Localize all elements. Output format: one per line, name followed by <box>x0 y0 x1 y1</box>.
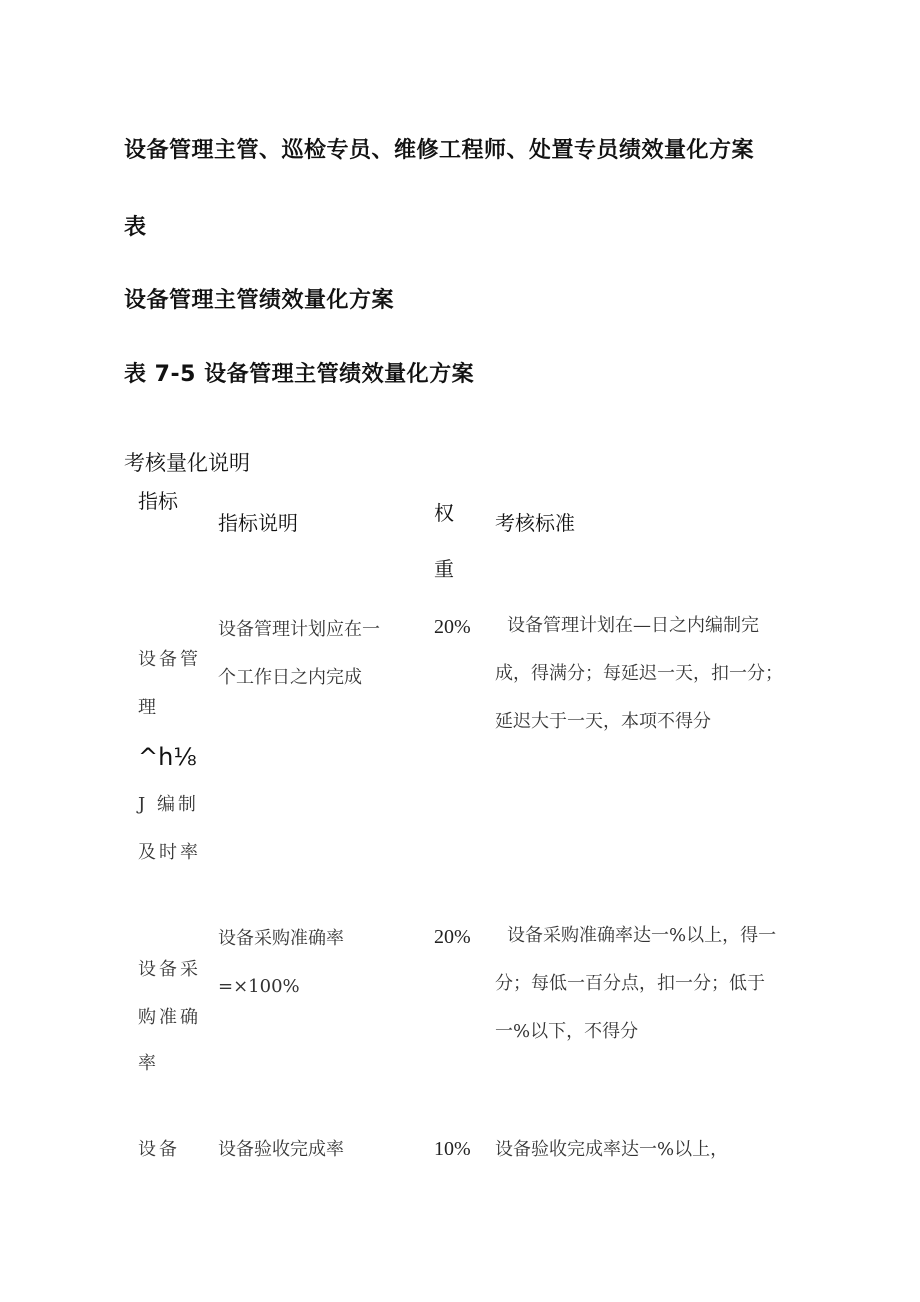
header-standard: 考核标准 <box>495 511 575 535</box>
document-title-continuation: 表 <box>124 215 147 240</box>
row3-weight: 10% <box>434 1138 471 1160</box>
header-indicator: 指标 <box>138 489 178 513</box>
row1-indicator-line4: J 编制 <box>138 794 199 815</box>
row1-description: 设备管理计划应在一个工作日之内完成 <box>218 619 380 688</box>
row2-indicator-line1: 设备采 <box>138 959 201 980</box>
header-weight-line2: 重 <box>434 557 454 581</box>
row3-indicator-line1: 设备 <box>138 1139 180 1160</box>
row1-indicator-line3: ^h⅛ <box>138 743 197 771</box>
document-title: 设备管理主管、巡检专员、维修工程师、处置专员绩效量化方案 <box>124 138 755 163</box>
header-weight-line1: 权 <box>434 501 454 525</box>
header-description: 指标说明 <box>218 511 298 535</box>
row1-standard: 设备管理计划在—日之内编制完成，得满分；每延迟一天，扣一分；延迟大于一天，本项不得分 <box>495 615 783 732</box>
row1-indicator-line5: 及时率 <box>138 842 201 863</box>
table-caption: 表 7-5 设备管理主管绩效量化方案 <box>124 362 475 387</box>
row2-indicator-line3: 率 <box>138 1053 159 1074</box>
row3-standard: 设备验收完成率达一%以上， <box>495 1139 729 1160</box>
row3-description: 设备验收完成率 <box>218 1139 344 1160</box>
row1-indicator-line2: 理 <box>138 697 159 718</box>
assessment-label: 考核量化说明 <box>124 451 250 475</box>
row2-standard: 设备采购准确率达一%以上，得一分；每低一百分点，扣一分；低于一%以下，不得分 <box>495 925 777 1042</box>
row1-weight: 20% <box>434 616 471 638</box>
row2-indicator-line2: 购准确 <box>138 1007 201 1028</box>
row2-weight: 20% <box>434 926 471 948</box>
row1-indicator-line1: 设备管 <box>138 649 201 670</box>
row2-description: 设备采购准确率=×100% <box>218 928 344 997</box>
section-title: 设备管理主管绩效量化方案 <box>124 288 395 313</box>
